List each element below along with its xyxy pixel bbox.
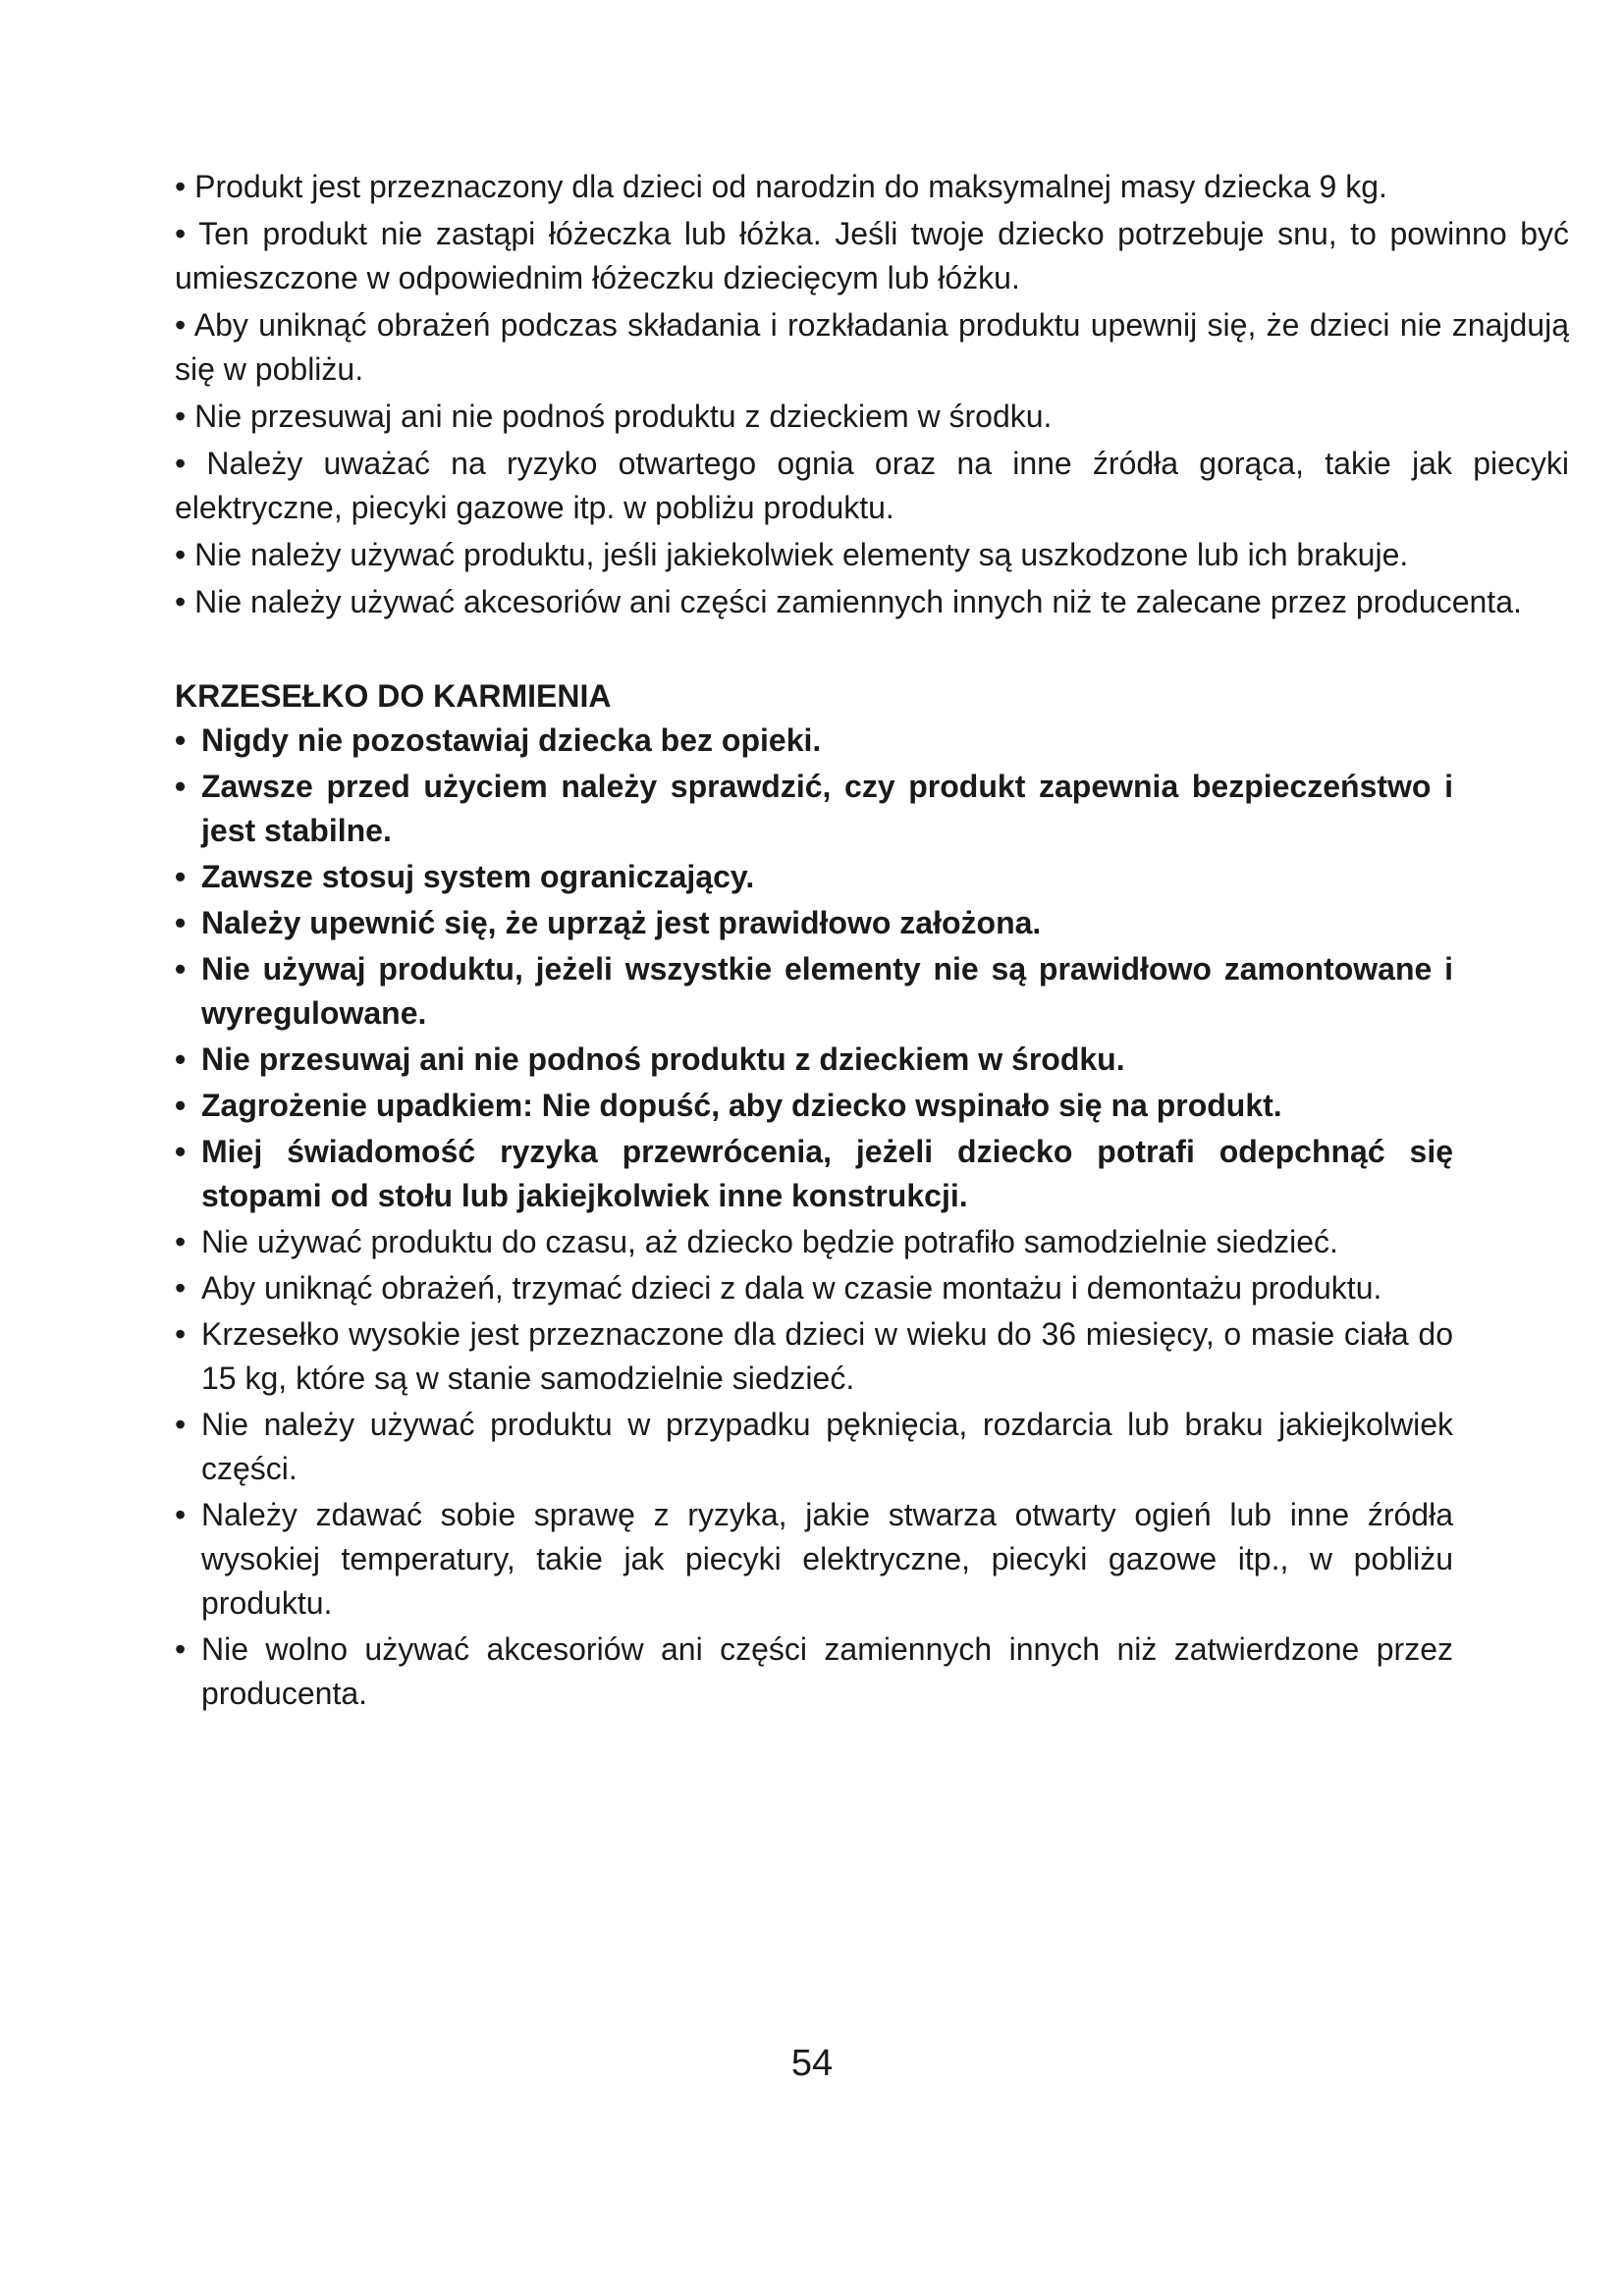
instruction-item — [175, 1266, 1453, 1310]
warning-item — [175, 855, 1453, 899]
section-heading: KRZESEŁKO DO KARMIENIA — [175, 678, 612, 714]
warning-text: Zawsze stosuj system ograniczający. — [201, 859, 755, 894]
bullet-icon: • — [175, 1316, 187, 1352]
intro-item: • Należy uważać na ryzyko otwartego ognia oraz na inne źródła gorąca, takie jak piecyki elektryczne, piecyki gazowe itp. w pobliżu produktu. — [175, 446, 1569, 525]
instruction-item — [175, 1628, 1453, 1716]
bullet-icon: • — [175, 1497, 187, 1532]
bullet-icon: • — [175, 1041, 187, 1077]
safety-list — [175, 719, 1453, 1716]
warning-text: Zawsze przed użyciem należy sprawdzić, czy produkt zapewnia bezpieczeństwo i jest stabilne. — [201, 769, 1453, 848]
intro-item: • Ten produkt nie zastąpi łóżeczka lub łóżka. Jeśli twoje dziecko potrzebuje snu, to powinno być umieszczone w odpowiednim łóżeczku dziecięcym lub łóżku. — [175, 216, 1569, 295]
warning-item — [175, 1130, 1453, 1218]
intro-item: • Produkt jest przeznaczony dla dzieci od narodzin do maksymalnej masy dziecka 9 kg. — [175, 169, 1387, 204]
instruction-item — [175, 1312, 1453, 1401]
warning-text: Miej świadomość ryzyka przewrócenia, jeżeli dziecko potrafi odepchnąć się stopami od stołu lub jakiejkolwiek inne konstrukcji. — [201, 1134, 1453, 1213]
bullet-icon: • — [175, 1134, 187, 1169]
bullet-icon: • — [175, 1631, 187, 1667]
instruction-item — [175, 1403, 1453, 1491]
warning-text: Należy upewnić się, że uprząż jest prawidłowo założona. — [201, 905, 1042, 940]
warning-text: Zagrożenie upadkiem: Nie dopuść, aby dziecko wspinało się na produkt. — [201, 1088, 1282, 1123]
bullet-icon: • — [175, 859, 187, 894]
warning-item — [175, 1038, 1453, 1082]
instruction-item — [175, 1493, 1453, 1626]
document-page — [175, 165, 1569, 1718]
instruction-text: Nie używać produktu do czasu, aż dziecko będzie potrafiło samodzielnie siedzieć. — [201, 1224, 1338, 1259]
bullet-icon: • — [175, 1224, 187, 1259]
warning-item — [175, 1084, 1453, 1128]
instruction-text: Krzesełko wysokie jest przeznaczone dla dzieci w wieku do 36 miesięcy, o masie ciała do 15 kg, które są w stanie samodzielnie siedzieć. — [201, 1316, 1453, 1396]
bullet-icon: • — [175, 1407, 187, 1442]
instruction-item — [175, 1220, 1453, 1264]
bullet-icon: • — [175, 1088, 187, 1123]
warning-item — [175, 719, 1453, 763]
warning-text: Nie przesuwaj ani nie podnoś produktu z dzieckiem w środku. — [201, 1041, 1125, 1077]
bullet-icon: • — [175, 951, 187, 987]
intro-item: • Nie należy używać akcesoriów ani części zamiennych innych niż te zalecane przez producenta. — [175, 584, 1522, 619]
bullet-icon: • — [175, 722, 187, 758]
bullet-icon: • — [175, 1270, 187, 1306]
intro-section — [175, 165, 1569, 624]
intro-item: • Nie należy używać produktu, jeśli jakiekolwiek elementy są uszkodzone lub ich brakuje. — [175, 537, 1409, 572]
intro-item: • Nie przesuwaj ani nie podnoś produktu z dzieckiem w środku. — [175, 399, 1053, 434]
instruction-text: Nie należy używać produktu w przypadku pęknięcia, rozdarcia lub braku jakiejkolwiek części. — [201, 1407, 1453, 1486]
page-number: 54 — [790, 2043, 834, 2084]
warning-text: Nigdy nie pozostawiaj dziecka bez opieki. — [201, 722, 822, 758]
instruction-text: Aby uniknąć obrażeń, trzymać dzieci z dala w czasie montażu i demontażu produktu. — [201, 1270, 1382, 1306]
bullet-icon: • — [175, 769, 187, 804]
warning-text: Nie używaj produktu, jeżeli wszystkie elementy nie są prawidłowo zamontowane i wyregulowane. — [201, 951, 1453, 1031]
warning-item — [175, 947, 1453, 1036]
intro-item: • Aby uniknąć obrażeń podczas składania i rozkładania produktu upewnij się, że dzieci nie znajdują się w pobliżu. — [175, 307, 1569, 387]
instruction-text: Nie wolno używać akcesoriów ani części zamiennych innych niż zatwierdzone przez producenta. — [201, 1631, 1453, 1711]
warning-item — [175, 765, 1453, 853]
warning-item — [175, 901, 1453, 945]
instruction-text: Należy zdawać sobie sprawę z ryzyka, jakie stwarza otwarty ogień lub inne źródła wysokiej temperatury, takie jak piecyki elektryczne, piecyki gazowe itp., w pobliżu produktu. — [201, 1497, 1453, 1621]
bullet-icon: • — [175, 905, 187, 940]
